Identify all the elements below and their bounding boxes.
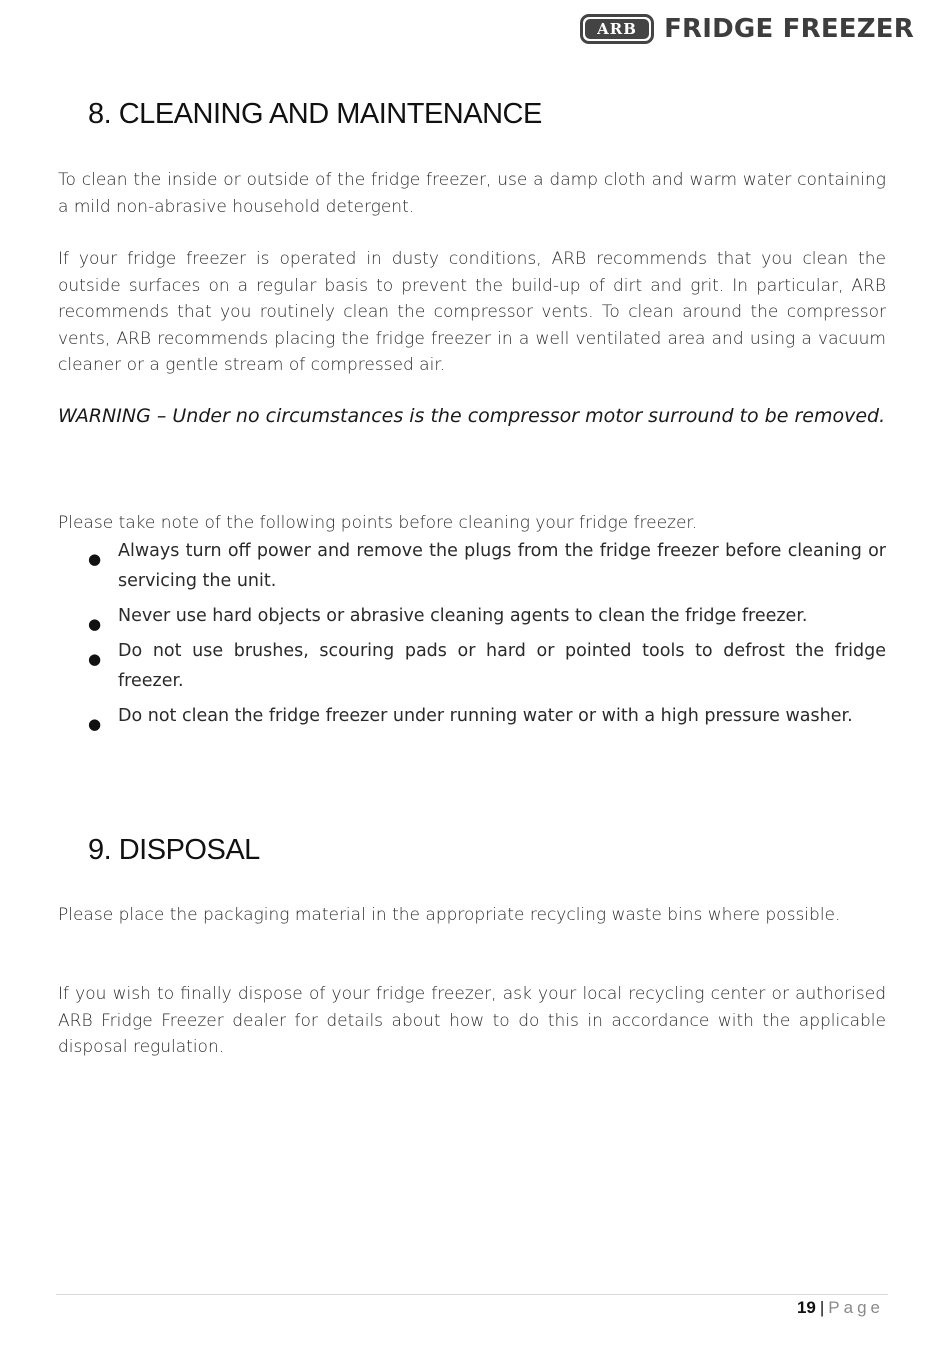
bullet-icon: ● bbox=[88, 615, 102, 633]
page-number-separator: | bbox=[819, 1298, 825, 1317]
warning-text: WARNING – Under no circumstances is the compressor motor surround to be removed. bbox=[58, 405, 886, 427]
list-item: ● Always turn off power and remove the plugs from the fridge freezer before cleaning or servicing the unit. bbox=[88, 541, 886, 591]
disposal-paragraph-2: If you wish to finally dispose of your fridge freezer, ask your local recycling center or authorised ARB Fridge Freezer dealer for details about how to do this in accordance with the applicable disposal regulation. bbox=[58, 984, 886, 1057]
cleaning-bullet-list bbox=[58, 536, 886, 736]
page-word: Page bbox=[828, 1298, 884, 1317]
arb-logo-text: ARB bbox=[597, 20, 637, 38]
bullet-icon: ● bbox=[88, 715, 102, 733]
cleaning-paragraph-2: If your fridge freezer is operated in dusty conditions, ARB recommends that you clean the outside surfaces on a regular basis to prevent the build-up of dirt and grit. In particular, ARB recommends that you routinely clean the compressor vents. To clean around the compressor vents, ARB recommends placing the fridge freezer in a well ventilated area and using a vacuum cleaner or a gentle stream of compressed air. bbox=[58, 249, 886, 375]
section-8-heading: 8. CLEANING AND MAINTENANCE bbox=[88, 98, 542, 130]
list-item: ● Do not clean the fridge freezer under running water or with a high pressure washer. bbox=[58, 701, 886, 731]
brand-title: FRIDGE FREEZER bbox=[664, 14, 914, 44]
cleaning-intro: Please take note of the following points before cleaning your fridge freezer. bbox=[58, 513, 698, 533]
page-number-value: 19 bbox=[796, 1298, 816, 1317]
bullet-icon: ● bbox=[88, 550, 102, 568]
list-item: ● Do not use brushes, scouring pads or hard or pointed tools to defrost the fridge freezer. bbox=[88, 641, 886, 691]
section-9-heading: 9. DISPOSAL bbox=[88, 834, 260, 866]
page-number bbox=[797, 1298, 884, 1318]
arb-logo bbox=[580, 14, 654, 44]
cleaning-paragraph-1: To clean the inside or outside of the fridge freezer, use a damp cloth and warm water containing a mild non-abrasive household detergent. bbox=[58, 170, 886, 217]
bullet-icon: ● bbox=[88, 650, 102, 668]
disposal-paragraph-1: Please place the packaging material in the appropriate recycling waste bins where possible. bbox=[58, 905, 841, 925]
list-item: ● Never use hard objects or abrasive cleaning agents to clean the fridge freezer. bbox=[58, 601, 886, 631]
page-header bbox=[580, 14, 914, 44]
footer-divider bbox=[56, 1294, 888, 1295]
